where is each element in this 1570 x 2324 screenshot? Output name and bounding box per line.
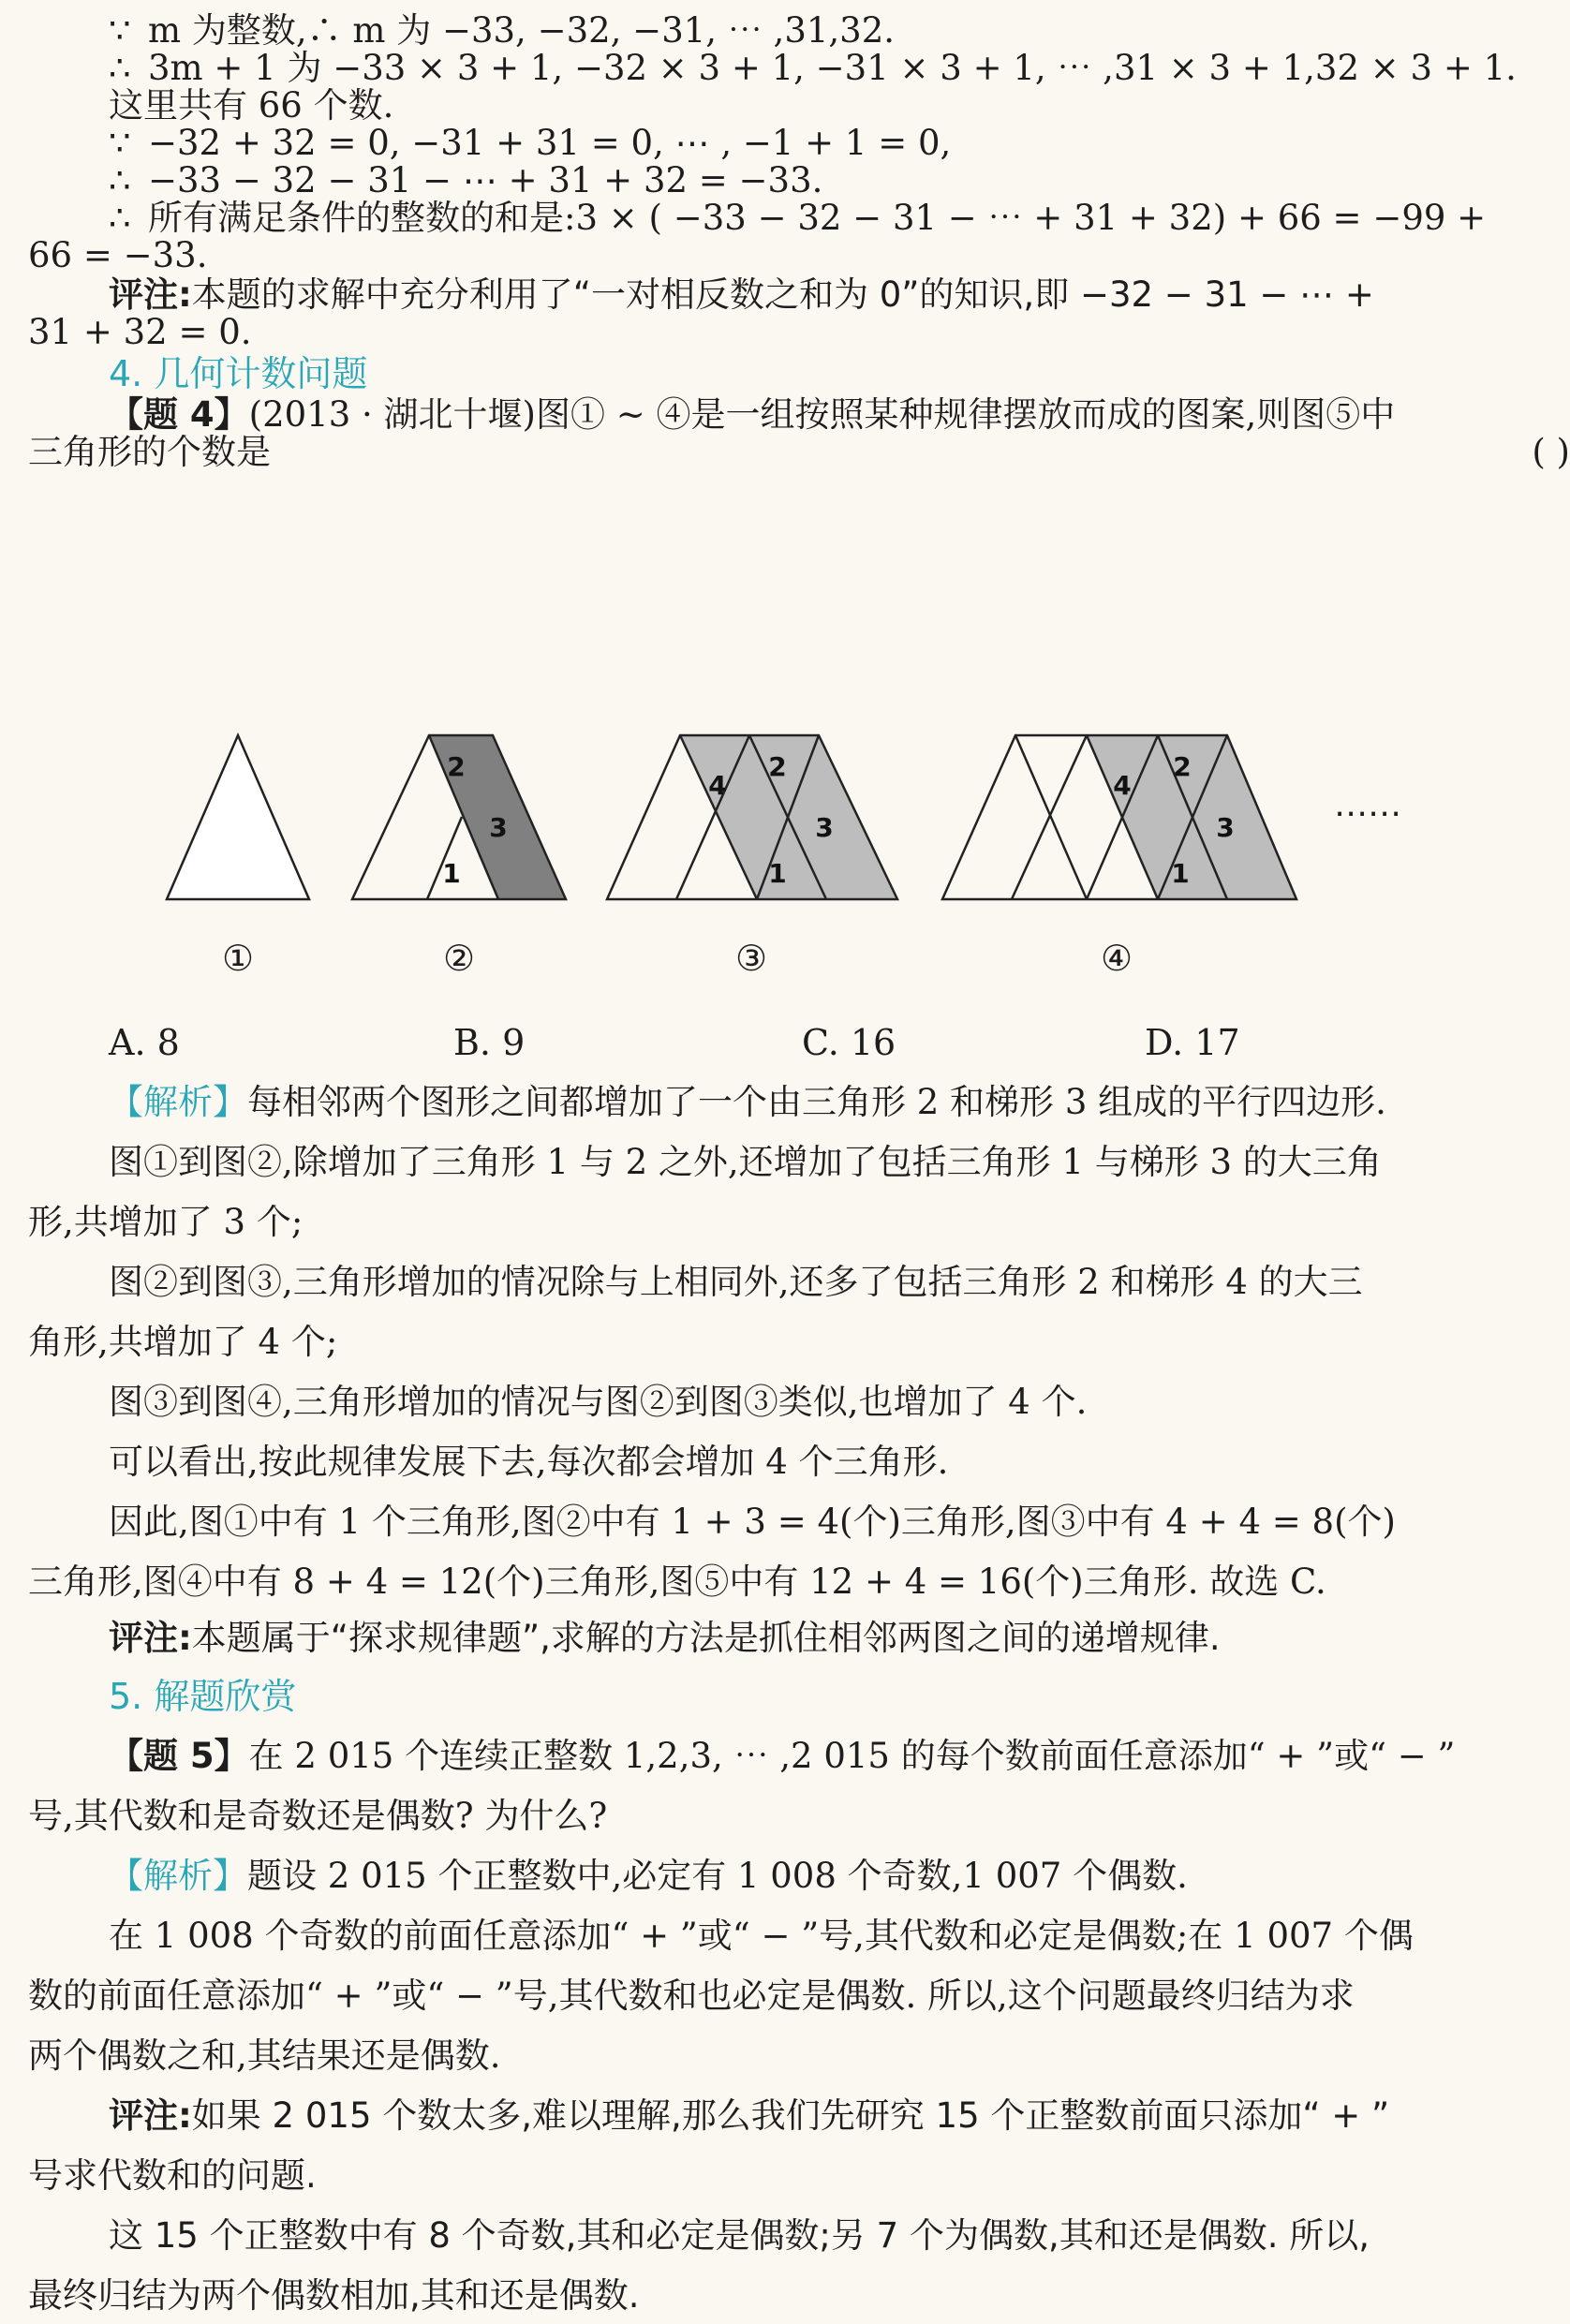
- note-line: 31 + 32 = 0.: [28, 312, 252, 352]
- analysis-line: 因此,图①中有 1 个三角形,图②中有 1 + 3 = 4(个)三角形,图③中有 4 + 4 = 8(个): [109, 1502, 1396, 1542]
- analysis-line: 两个偶数之和,其结果还是偶数.: [28, 2035, 501, 2076]
- text-line: ∵ −32 + 32 = 0, −31 + 31 = 0, ⋯ , −1 + 1 = 0,: [109, 123, 952, 163]
- text-line: ∴ 所有满足条件的整数的和是:3 × ( −33 − 32 − 31 − ⋯ + 31 + 32) + 66 = −99 +: [109, 198, 1487, 238]
- text-line: ∴ −33 − 32 − 31 − ⋯ + 31 + 32 = −33.: [109, 160, 823, 200]
- figure-number: 1: [1171, 858, 1190, 889]
- note-line: 评注:如果 2 015 个数太多,难以理解,那么我们先研究 15 个正整数前面只添加“ + ”: [109, 2095, 1390, 2136]
- question-line: 号,其代数和是奇数还是偶数? 为什么?: [28, 1796, 608, 1836]
- text-line: 这里共有 66 个数.: [109, 85, 394, 126]
- note-line: 最终归结为两个偶数相加,其和还是偶数.: [28, 2275, 640, 2316]
- analysis-line: 角形,共增加了 4 个;: [28, 1322, 338, 1362]
- figure-label: ③: [734, 938, 768, 979]
- figure-number: 3: [489, 812, 508, 843]
- option-b: B. 9: [453, 1022, 526, 1063]
- option-c: C. 16: [802, 1022, 896, 1063]
- figure-3: [607, 735, 897, 899]
- analysis-line: 数的前面任意添加“ + ”或“ − ”号,其代数和也必定是偶数. 所以,这个问题最终归结为求: [28, 1976, 1355, 2016]
- figure-4: [942, 735, 1296, 899]
- triangle-figures: [0, 721, 1570, 1002]
- analysis-line: 【解析】题设 2 015 个正整数中,必定有 1 008 个奇数,1 007 个偶数.: [109, 1856, 1188, 1896]
- analysis-line: 可以看出,按此规律发展下去,每次都会增加 4 个三角形.: [109, 1442, 949, 1482]
- analysis-line: 三角形,图④中有 8 + 4 = 12(个)三角形,图⑤中有 12 + 4 = 16(个)三角形. 故选 C.: [28, 1562, 1326, 1602]
- figure-label: ①: [221, 938, 255, 979]
- figure-number: 3: [1216, 812, 1235, 843]
- figure-number: 2: [447, 751, 466, 782]
- note-line: 评注:本题的求解中充分利用了“一对相反数之和为 0”的知识,即 −32 − 31 − ⋯ +: [109, 274, 1374, 315]
- option-a: A. 8: [109, 1022, 180, 1063]
- text-line: ∵ m 为整数,∴ m 为 −33, −32, −31, ⋯ ,31,32.: [109, 10, 895, 51]
- figure-number: 1: [442, 858, 461, 889]
- text-line: ∴ 3m + 1 为 −33 × 3 + 1, −32 × 3 + 1, −31 × 3 + 1, ⋯ ,31 × 3 + 1,32 × 3 + 1.: [109, 48, 1517, 88]
- note-line: 号求代数和的问题.: [28, 2155, 317, 2196]
- question-line: 【题 4】(2013 · 湖北十堰)图① ~ ④是一组按照某种规律摆放而成的图案,则图⑤中: [109, 394, 1396, 435]
- figure-1: [167, 735, 309, 899]
- option-d: D. 17: [1145, 1022, 1240, 1063]
- text-line: 66 = −33.: [28, 235, 208, 275]
- figure-label: ②: [442, 938, 476, 979]
- note-line: 这 15 个正整数中有 8 个奇数,其和必定是偶数;另 7 个为偶数,其和还是偶数. 所以,: [109, 2215, 1370, 2256]
- figure-number: 4: [1113, 770, 1132, 801]
- figure-number: 1: [768, 858, 787, 889]
- section-heading: 4. 几何计数问题: [109, 353, 368, 394]
- figure-number: 2: [768, 751, 787, 782]
- figure-number: 4: [708, 770, 727, 801]
- analysis-line: 在 1 008 个奇数的前面任意添加“ + ”或“ − ”号,其代数和必定是偶数;在 1 007 个偶: [109, 1916, 1414, 1956]
- analysis-line: 【解析】每相邻两个图形之间都增加了一个由三角形 2 和梯形 3 组成的平行四边形.: [109, 1082, 1386, 1122]
- question-line: 三角形的个数是 ( ): [28, 429, 1570, 476]
- analysis-line: 形,共增加了 3 个;: [28, 1202, 304, 1242]
- analysis-line: 图②到图③,三角形增加的情况除与上相同外,还多了包括三角形 2 和梯形 4 的大三: [109, 1262, 1363, 1302]
- analysis-line: 图①到图②,除增加了三角形 1 与 2 之外,还增加了包括三角形 1 与梯形 3 的大三角: [109, 1142, 1382, 1182]
- figure-label: ④: [1100, 938, 1133, 979]
- figure-2: [352, 735, 566, 899]
- section-heading: 5. 解题欣赏: [109, 1676, 297, 1717]
- question-line: 【题 5】在 2 015 个连续正整数 1,2,3, ⋯ ,2 015 的每个数前面任意添加“ + ”或“ − ”: [109, 1736, 1456, 1776]
- figure-number: 3: [815, 812, 834, 843]
- note-line: 评注:本题属于“探求规律题”,求解的方法是抓住相邻两图之间的递增规律.: [109, 1618, 1221, 1658]
- analysis-line: 图③到图④,三角形增加的情况与图②到图③类似,也增加了 4 个.: [109, 1382, 1088, 1422]
- answer-paren: ( ): [1532, 432, 1570, 472]
- ellipsis: ⋯⋯: [1334, 794, 1401, 833]
- figure-number: 2: [1173, 751, 1192, 782]
